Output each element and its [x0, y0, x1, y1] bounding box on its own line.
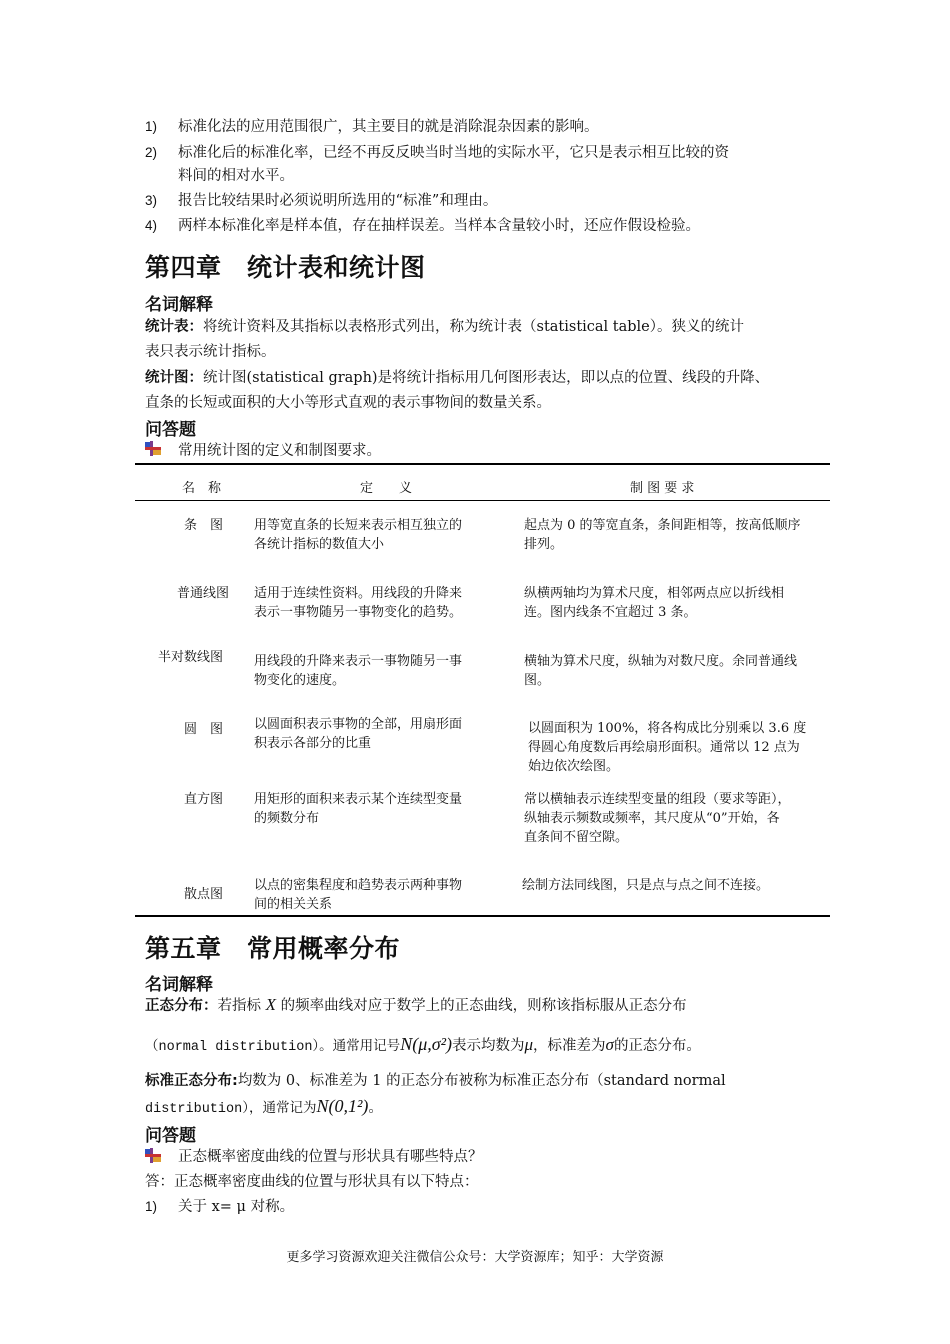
answer-text: 答：正态概率密度曲线的位置与形状具有以下特点：	[145, 1174, 479, 1190]
term-label: 标准正态分布:	[145, 1073, 238, 1089]
book-bullet-icon	[145, 1148, 161, 1163]
list-item: 关于 x= μ 对称。	[178, 1199, 295, 1215]
list-number: 2)	[145, 145, 158, 160]
table-cell-requirement: 横轴为算术尺度，纵轴为对数尺度。余同普通线 图。	[524, 654, 798, 688]
table-cell-requirement: 以圆面积为 100%，将各构成比分别乘以 3.6 度 得圆心角度数后再绘扇形面积。通常以 12 点为 始边依次绘图。	[528, 721, 807, 774]
table-header-requirement: 制 图 要 求	[630, 481, 695, 496]
list-item-continuation: 料间的相对水平。	[178, 168, 294, 184]
table-cell-definition: 用线段的升降来表示一事物随另一事 物变化的速度。	[254, 654, 463, 688]
table-header-name: 名 称	[182, 481, 222, 496]
statistical-table-definition	[145, 317, 744, 337]
table-cell-definition: 用矩形的面积来表示某个连续型变量 的频数分布	[254, 792, 463, 826]
term-label: 正态分布：	[145, 998, 218, 1014]
chapter-5-title: 第五章 常用概率分布	[145, 934, 401, 963]
term-text-continuation: 表只表示统计指标。	[145, 344, 276, 360]
math-formula: N(μ,σ²)	[400, 1034, 452, 1054]
table-cell-name: 散点图	[184, 887, 224, 902]
table-header-definition: 定 义	[360, 481, 413, 496]
term-text-continuation: 直条的长短或面积的大小等形式直观的表示事物间的数量关系。	[145, 395, 551, 411]
table-top-rule	[135, 463, 830, 465]
term-text: 统计图(statistical graph)是将统计指标用几何图形表达，即以点的位置、线段的升降、	[203, 370, 770, 386]
table-cell-definition: 以点的密集程度和趋势表示两种事物 间的相关关系	[254, 878, 463, 912]
term-label: 统计表：	[145, 319, 203, 335]
normal-distribution-definition: 正态分布：若指标 X 的频率曲线对应于数学上的正态曲线，则称该指标服从正态分布	[145, 995, 687, 1014]
page-footer: 更多学习资源欢迎关注微信公众号：大学资源库；知乎：大学资源	[286, 1250, 664, 1265]
table-cell-name: 普通线图	[177, 586, 230, 601]
math-formula: N(0,1²)	[316, 1096, 369, 1116]
question-text: 常用统计图的定义和制图要求。	[178, 443, 381, 459]
table-cell-name: 圆 图	[184, 722, 224, 737]
chapter-4-title: 第四章 统计表和统计图	[145, 253, 426, 282]
math-symbol: σ	[605, 1035, 614, 1054]
question-text: 正态概率密度曲线的位置与形状具有哪些特点？	[178, 1149, 483, 1165]
list-number: 3)	[145, 193, 158, 208]
table-cell-name: 条 图	[184, 518, 224, 533]
standard-normal-definition-line2: distribution），通常记为N(0,1²)。	[145, 1096, 383, 1117]
terms-heading: 名词解释	[145, 975, 213, 995]
table-cell-requirement: 绘制方法同线图，只是点与点之间不连接。	[522, 878, 770, 893]
table-cell-name: 半对数线图	[158, 650, 224, 665]
table-cell-requirement: 纵横两轴均为算术尺度，相邻两点应以折线相 连。图内线条不宜超过 3 条。	[524, 586, 785, 620]
list-item: 两样本标准化率是样本值，存在抽样误差。当样本含量较小时，还应作假设检验。	[178, 218, 700, 234]
term-text: 将统计资料及其指标以表格形式列出，称为统计表（statistical table）。狭义的统计	[203, 319, 745, 335]
list-item: 标准化后的标准化率，已经不再反反映当时当地的实际水平，它只是表示相互比较的资	[178, 145, 729, 161]
table-cell-name: 直方图	[184, 792, 224, 807]
list-number: 1)	[145, 1199, 158, 1214]
list-item: 报告比较结果时必须说明所选用的“标准”和理由。	[178, 193, 498, 209]
list-number: 1)	[145, 119, 158, 134]
qa-heading: 问答题	[145, 1126, 196, 1146]
list-number: 4)	[145, 218, 158, 233]
math-symbol: μ	[524, 1035, 534, 1054]
table-cell-definition: 用等宽直条的长短来表示相互独立的 各统计指标的数值大小	[254, 518, 463, 552]
table-cell-requirement: 常以横轴表示连续型变量的组段（要求等距）， 纵轴表示频数或频率，其尺度从“0”开始，各 直条间不留空隙。	[524, 792, 791, 845]
book-bullet-icon	[145, 441, 161, 456]
table-cell-requirement: 起点为 0 的等宽直条，条间距相等，按高低顺序 排列。	[524, 518, 801, 552]
table-bottom-rule	[135, 915, 830, 917]
table-header-rule	[135, 500, 830, 501]
terms-heading: 名词解释	[145, 295, 213, 315]
qa-heading: 问答题	[145, 420, 196, 440]
table-cell-definition: 以圆面积表示事物的全部，用扇形面 积表示各部分的比重	[254, 717, 463, 751]
term-label: 统计图：	[145, 370, 203, 386]
statistical-graph-definition	[145, 368, 769, 388]
math-symbol: X	[265, 995, 276, 1014]
list-item: 标准化法的应用范围很广，其主要目的就是消除混杂因素的影响。	[178, 119, 599, 135]
standard-normal-definition: 标准正态分布:均数为 0、标准差为 1 的正态分布被称为标准正态分布（standard normal	[145, 1073, 726, 1089]
normal-distribution-definition-line2: （normal distribution）。通常用记号N(μ,σ²)表示均数为μ，标准差为σ的正态分布。	[145, 1034, 701, 1055]
table-cell-definition: 适用于连续性资料。用线段的升降来 表示一事物随另一事物变化的趋势。	[254, 586, 463, 620]
